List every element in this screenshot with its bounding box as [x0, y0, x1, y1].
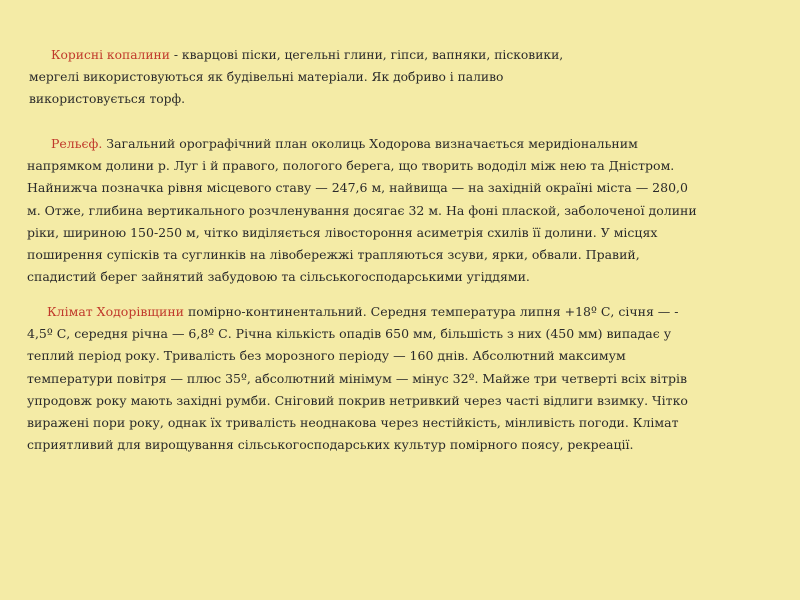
paragraph-line: сприятливий для вирощування сільськогосподарських культур помірного поясу, рекреації. — [27, 437, 634, 453]
paragraph-line — [47, 301, 749, 323]
paragraph-line: виражені пори року, однак їх тривалість неоднакова через нестійкість, мінливість погоди. Клімат — [27, 415, 679, 431]
relief-paragraph — [27, 133, 749, 288]
paragraph-line: спадистий берег зайнятий забудовою та сільськогосподарськими угіддями. — [27, 269, 530, 285]
paragraph-line: напрямком долини р. Луг і й правого, пологого берега, що творить вододіл між нею та Дністром. — [27, 158, 675, 174]
minerals-heading: Корисні копалини — [51, 48, 170, 62]
paragraph-line: ріки, шириною 150-250 м, чітко виділяється лівостороння асиметрія схилів її долини. У місцях — [27, 224, 658, 240]
paragraph-text: помірно-континентальний. Середня температура липня +18º С, січня — - — [183, 304, 679, 319]
paragraph-line: використовується торф. — [29, 92, 186, 106]
minerals-paragraph — [27, 44, 749, 110]
paragraph-line: температури повітря — плюс 35º, абсолютний мінімум — мінус 32º. Майже три четверті всіх вітрів — [27, 370, 688, 386]
relief-heading: Рельєф. — [51, 136, 103, 151]
paragraph-line: поширення супісків та суглинків на лівобережжі трапляються зсуви, ярки, обвали. Правий, — [27, 247, 640, 263]
paragraph-line — [51, 44, 749, 66]
paragraph-line: Найнижча позначка рівня місцевого ставу — 247,6 м, найвища — на західній окраїні міста — 280,0 — [27, 180, 688, 196]
paragraph-line: теплий період року. Тривалість без морозного періоду — 160 днів. Абсолютний максимум — [27, 348, 626, 364]
climate-paragraph — [27, 301, 749, 456]
paragraph-line: упродовж року мають західні румби. Сніговий покрив нетривкий через часті відлиги взимку. Чітко — [27, 392, 688, 408]
paragraph-line — [51, 133, 749, 155]
paragraph-line: мергелі використовуються як будівельні матеріали. Як добриво і паливо — [29, 70, 504, 84]
paragraph-line: м. Отже, глибина вертикального розчленування досягає 32 м. На фоні плаской, заболоченої долини — [27, 202, 697, 218]
paragraph-text: - кварцові піски, цегельні глини, гіпси, вапняки, пісковики, — [169, 48, 564, 62]
paragraph-line: 4,5º С, середня річна — 6,8º С. Річна кількість опадів 650 мм, більшість з них (450 мм) випадає у — [27, 326, 672, 342]
paragraph-text: Загальний орографічний план околиць Ходорова визначається меридіональним — [102, 136, 638, 151]
climate-heading: Клімат Ходорівщини — [47, 304, 184, 319]
